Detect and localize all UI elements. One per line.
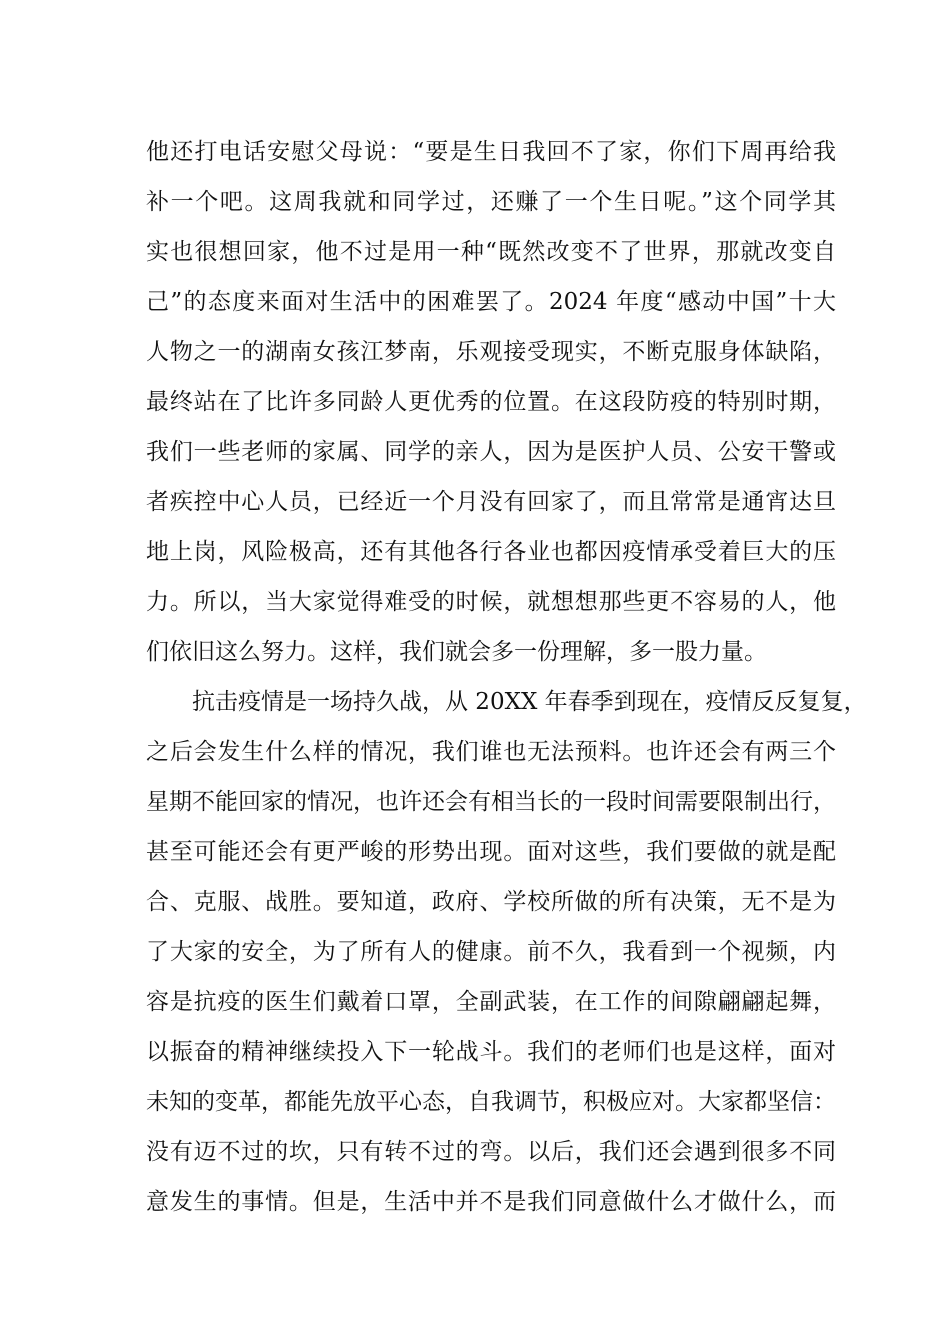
- text-line: 最终站在了比许多同龄人更优秀的位置。在这段防疫的特别时期，: [146, 389, 836, 415]
- text-line: 未知的变革，都能先放平心态，自我调节，积极应对。大家都坚信：: [146, 1089, 836, 1115]
- text-line: 合、克服、战胜。要知道，政府、学校所做的所有决策，无不是为: [146, 889, 836, 915]
- text-line: 了大家的安全，为了所有人的健康。前不久，我看到一个视频，内: [146, 939, 836, 965]
- text-line: 抗击疫情是一场持久战，从 20XX 年春季到现在，疫情反反复复，: [192, 689, 867, 715]
- text-line: 甚至可能还会有更严峻的形势出现。面对这些，我们要做的就是配: [146, 839, 836, 865]
- text-line: 之后会发生什么样的情况，我们谁也无法预料。也许还会有两三个: [146, 739, 836, 765]
- paragraph-1: [146, 127, 836, 677]
- text-line: 容是抗疫的医生们戴着口罩，全副武装，在工作的间隙翩翩起舞，: [146, 989, 836, 1015]
- paragraph-2: [146, 677, 867, 1227]
- text-line: 意发生的事情。但是，生活中并不是我们同意做什么才做什么，而: [146, 1189, 836, 1215]
- text-line: 没有迈不过的坎，只有转不过的弯。以后，我们还会遇到很多不同: [146, 1139, 836, 1165]
- text-line: 实也很想回家，他不过是用一种“既然改变不了世界，那就改变自: [146, 239, 836, 265]
- text-line: 己”的态度来面对生活中的困难罢了。2024 年度“感动中国”十大: [146, 289, 836, 315]
- text-line: 他还打电话安慰父母说：“要是生日我回不了家，你们下周再给我: [146, 139, 836, 165]
- text-line: 以振奋的精神继续投入下一轮战斗。我们的老师们也是这样，面对: [146, 1039, 836, 1065]
- text-line: 我们一些老师的家属、同学的亲人，因为是医护人员、公安干警或: [146, 439, 836, 465]
- text-line: 力。所以，当大家觉得难受的时候，就想想那些更不容易的人，他: [146, 589, 836, 615]
- text-line: 地上岗，风险极高，还有其他各行各业也都因疫情承受着巨大的压: [146, 539, 836, 565]
- text-line: 者疾控中心人员，已经近一个月没有回家了，而且常常是通宵达旦: [146, 489, 836, 515]
- text-line: 星期不能回家的情况，也许还会有相当长的一段时间需要限制出行，: [146, 789, 836, 815]
- text-line: 们依旧这么努力。这样，我们就会多一份理解，多一股力量。: [146, 639, 767, 665]
- text-line: 人物之一的湖南女孩江梦南，乐观接受现实，不断克服身体缺陷，: [146, 339, 836, 365]
- text-line: 补一个吧。这周我就和同学过，还赚了一个生日呢。”这个同学其: [146, 189, 836, 215]
